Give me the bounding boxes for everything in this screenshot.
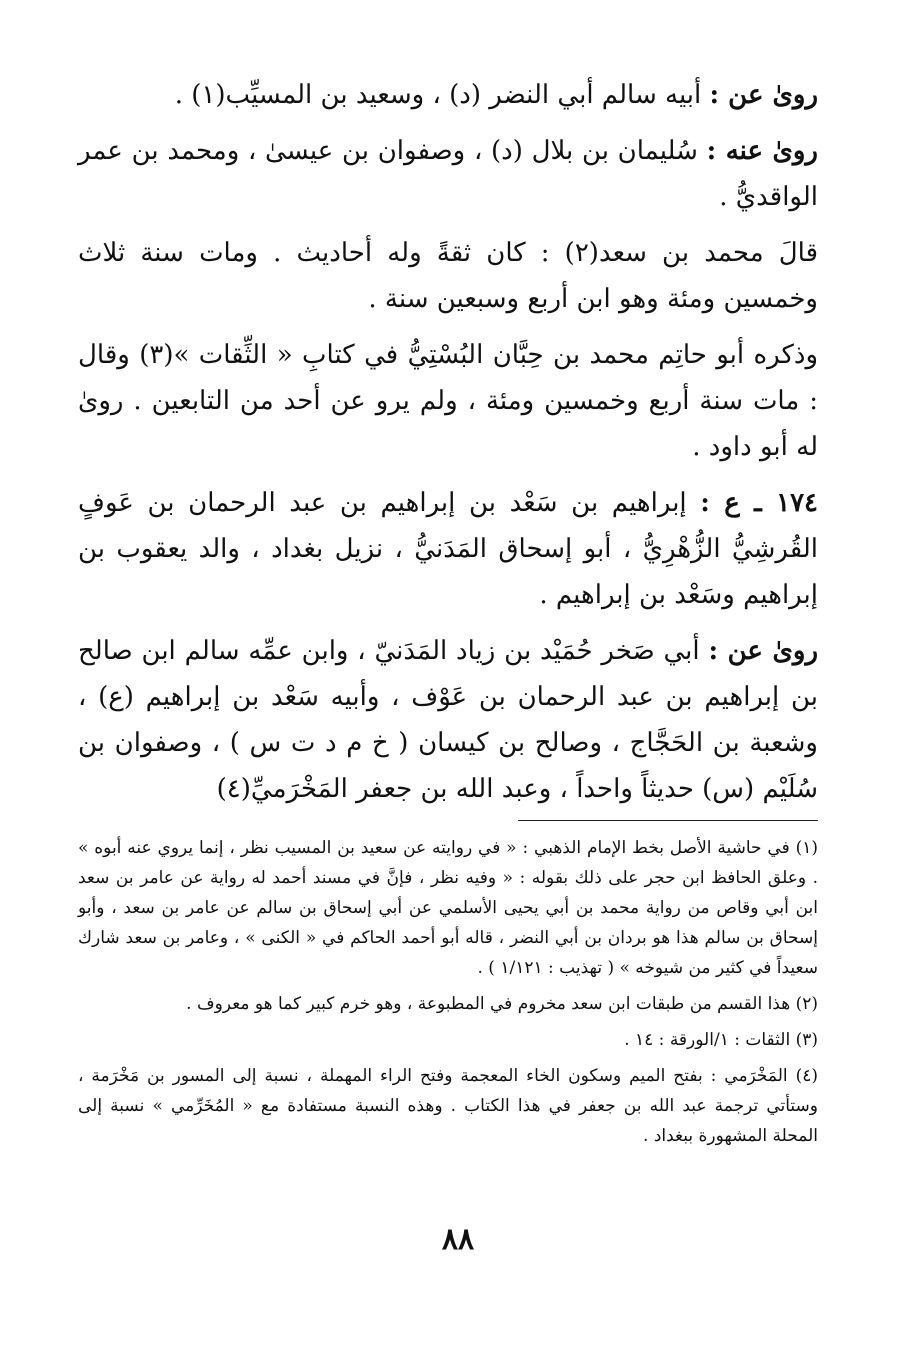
footnote-4: (٤) المَخْرَمي : بفتح الميم وسكون الخاء المعجمة وفتح الراء المهملة ، نسبة إلى المسور بن مَخْرَمة ، وستأتي ترجمة عبد الله بن جعفر في هذا الكتاب . وهذه النسبة مستفادة مع « المُخَرِّمي » نسبة إلى المحلة المشهورة ببغداد .	[78, 1066, 818, 1146]
paragraph-lead: روىٰ عنه :	[706, 136, 818, 166]
footnote-separator	[518, 820, 818, 821]
paragraph-4	[78, 332, 818, 470]
paragraph-text: أبي صَخر حُمَيْد بن زياد المَدَنيّ ، وابن عمِّه سالم ابن صالح بن إبراهيم بن عبد الرحمان بن عَوْف ، وأبيه سَعْد بن إبراهيم (ع) ، وشعبة بن الحَجَّاج ، وصالح بن كيسان ( خ م د ت س ) ، وصفوان بن سُلَيْم (س) حديثاً واحداً ، وعبد الله بن جعفر المَخْرَميِّ(٤)	[78, 636, 818, 804]
paragraph-lead: روىٰ عن :	[709, 80, 818, 110]
footnote-3: (٣) الثقات : ١/الورقة : ١٤ .	[624, 1030, 818, 1050]
paragraph-1	[78, 72, 818, 118]
paragraph-text: سُليمان بن بلال (د) ، وصفوان بن عيسىٰ ، ومحمد بن عمر الواقديُّ .	[78, 136, 818, 212]
paragraph-text: إبراهيم بن سَعْد بن إبراهيم بن عبد الرحمان بن عَوفٍ القُرشِيُّ الزُّهْرِيُّ ، أبو إسحاق المَدَنيُّ ، نزيل بغداد ، والد يعقوب بن إبراهيم وسَعْد بن إبراهيم .	[78, 488, 818, 610]
paragraph-entry-174	[78, 480, 818, 618]
footnote-2: (٢) هذا القسم من طبقات ابن سعد مخروم في المطبوعة ، وهو خرم كبير كما هو معروف .	[186, 994, 818, 1014]
paragraph-lead: روىٰ عن :	[708, 636, 819, 666]
page-body	[78, 72, 818, 1157]
paragraph-text: وذكره أبو حاتِم محمد بن حِبَّان البُسْتِيُّ في كتابِ « الثِّقات »(٣) وقال : مات سنة أربع وخمسين ومئة ، ولم يرو عن أحد من التابعين . روىٰ له أبو داود .	[78, 340, 818, 462]
footnotes	[78, 833, 818, 1151]
paragraph-text: أبيه سالم أبي النضر (د) ، وسعيد بن المسيِّب(١) .	[174, 80, 702, 110]
entry-number: ١٧٤ ـ ع :	[700, 488, 819, 518]
paragraph-2	[78, 128, 818, 220]
footnote-1: (١) في حاشية الأصل بخط الإمام الذهبي : « في روايته عن سعيد بن المسيب نظر ، إنما يروي عنه أبوه » . وعلق الحافظ ابن حجر على ذلك بقوله : « وفيه نظر ، فإنَّ في مسند أحمد له رواية عن عامر بن سعد ابن أبي وقاص من رواية محمد بن أبي يحيى الأسلمي عن أبي إسحاق بن سالم عن عامر بن سعد ، وأبو إسحاق بن سالم هذا هو بردان بن أبي النضر ، قاله أبو أحمد الحاكم في « الكنى » ، وعامر بن سعد شارك سعيداً في كثير من شيوخه » ( تهذيب : ١/١٢١ ) .	[78, 838, 818, 978]
paragraph-3	[78, 230, 818, 322]
paragraph-6	[78, 628, 818, 812]
paragraph-text: قالَ محمد بن سعد(٢) : كان ثقةً وله أحاديث . ومات سنة ثلاث وخمسين ومئة وهو ابن أربع وسبعين سنة .	[78, 238, 818, 314]
page-number: ٨٨	[441, 1222, 475, 1257]
